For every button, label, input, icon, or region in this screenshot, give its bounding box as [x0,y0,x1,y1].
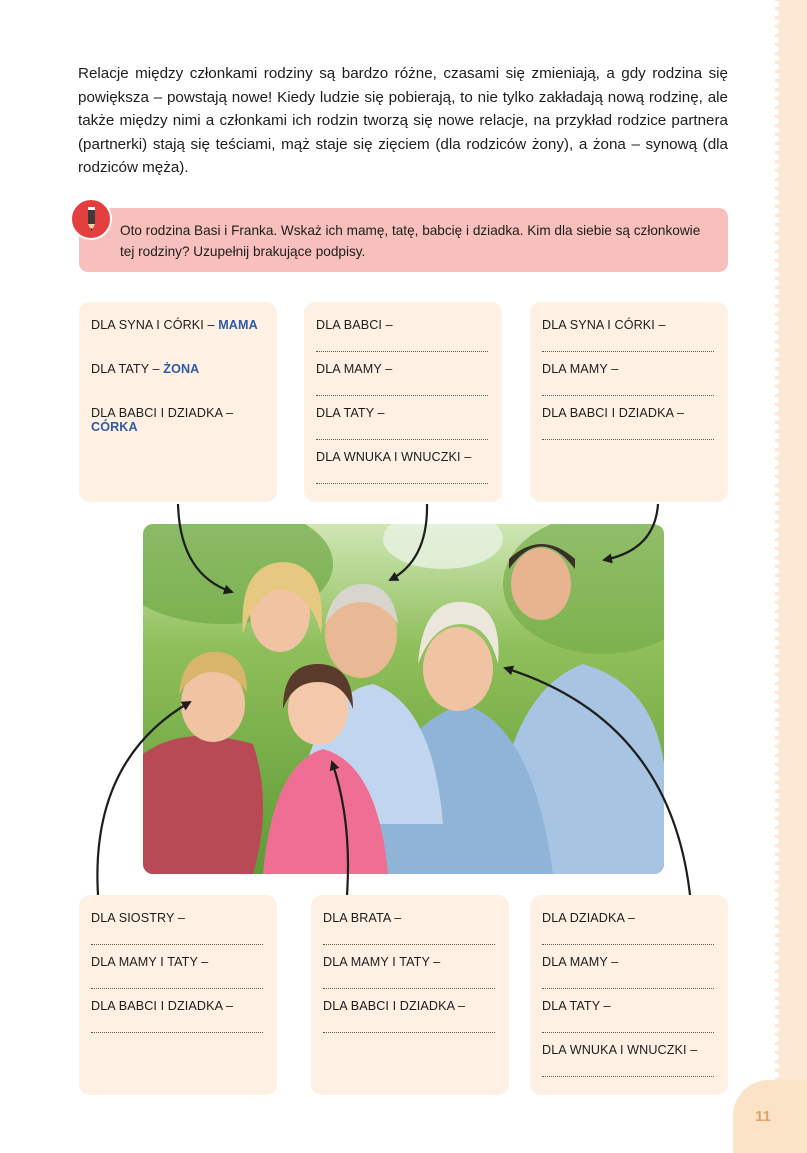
family-photo [143,524,664,874]
row-label: DLA MAMY I TATY – [91,955,209,969]
row-label: DLA MAMY – [542,362,619,376]
page-number: 11 [755,1108,771,1125]
card-row [91,362,265,376]
answer-line[interactable] [316,483,488,484]
answer-line[interactable] [542,1076,714,1077]
row-label: DLA SYNA I CÓRKI – [91,318,215,332]
row-answer: MAMA [218,318,258,332]
card-girl [311,895,509,1095]
row-label: DLA SIOSTRY – [91,911,185,925]
row-label: DLA TATY – [316,406,385,420]
card-row [323,911,497,925]
row-label: DLA SYNA I CÓRKI – [542,318,666,332]
row-label: DLA BABCI I DZIADKA – [542,406,685,420]
card-row [542,362,716,376]
card-grandpa [304,302,502,502]
intro-paragraph: Relacje między członkami rodziny są bardzo różne, czasami się zmieniają, a gdy rodzina się powiększa – powstają nowe! Kiedy ludzie się pobierają, to nie tylko zakładają nową rodzinę, ale także między nimi a członkami ich rodzin tworzą się nowe relacje, na przykład rodzice partnera (partnerki) stają się teściami, mąż staje się zięciem (dla rodziców żony), a żona – synową (dla rodziców męża). [78,65,728,176]
row-label: DLA DZIADKA – [542,911,635,925]
card-dad [530,302,728,502]
card-row [542,318,716,332]
answer-line[interactable] [316,439,488,440]
pencil-icon [70,198,112,240]
card-row [323,955,497,969]
card-row [91,911,265,925]
answer-line[interactable] [323,1032,495,1033]
row-label: DLA WNUKA I WNUCZKI – [542,1043,698,1057]
card-mama [79,302,277,502]
card-row [91,955,265,969]
row-label: DLA WNUKA I WNUCZKI – [316,450,472,464]
page-edge-perforation [772,0,780,1153]
card-row [91,999,265,1013]
row-label: DLA BABCI I DZIADKA – [323,999,466,1013]
card-row [316,318,490,332]
answer-line[interactable] [323,944,495,945]
answer-line[interactable] [542,395,714,396]
row-label: DLA MAMY – [316,362,393,376]
card-row [316,406,490,420]
row-label: DLA BRATA – [323,911,402,925]
row-label: DLA MAMY – [542,955,619,969]
row-label: DLA BABCI I DZIADKA – [91,999,234,1013]
answer-line[interactable] [542,1032,714,1033]
row-label: DLA TATY – [542,999,611,1013]
answer-line[interactable] [91,944,263,945]
card-row [542,1043,716,1057]
answer-line[interactable] [316,395,488,396]
answer-line[interactable] [542,439,714,440]
task-instructions: Oto rodzina Basi i Franka. Wskaż ich mamę, tatę, babcię i dziadka. Kim dla siebie są członkowie tej rodziny? Uzupełnij brakujące podpisy. [120,223,701,259]
answer-line[interactable] [542,351,714,352]
row-label: DLA BABCI – [316,318,393,332]
card-row [91,318,265,332]
card-row [91,406,265,434]
answer-line[interactable] [542,944,714,945]
card-boy [79,895,277,1095]
card-row [542,955,716,969]
answer-line[interactable] [542,988,714,989]
row-label: DLA BABCI I DZIADKA – [91,406,234,420]
answer-line[interactable] [91,988,263,989]
task-box [79,208,728,272]
answer-line[interactable] [323,988,495,989]
row-answer: ŻONA [163,362,200,376]
answer-line[interactable] [91,1032,263,1033]
card-row [316,362,490,376]
card-row [542,999,716,1013]
card-row [323,999,497,1013]
row-answer: CÓRKA [91,420,138,434]
card-row [542,911,716,925]
row-label: DLA TATY – [91,362,160,376]
card-row [316,450,490,464]
card-grandma [530,895,728,1095]
answer-line[interactable] [316,351,488,352]
card-row [542,406,716,420]
row-label: DLA MAMY I TATY – [323,955,441,969]
